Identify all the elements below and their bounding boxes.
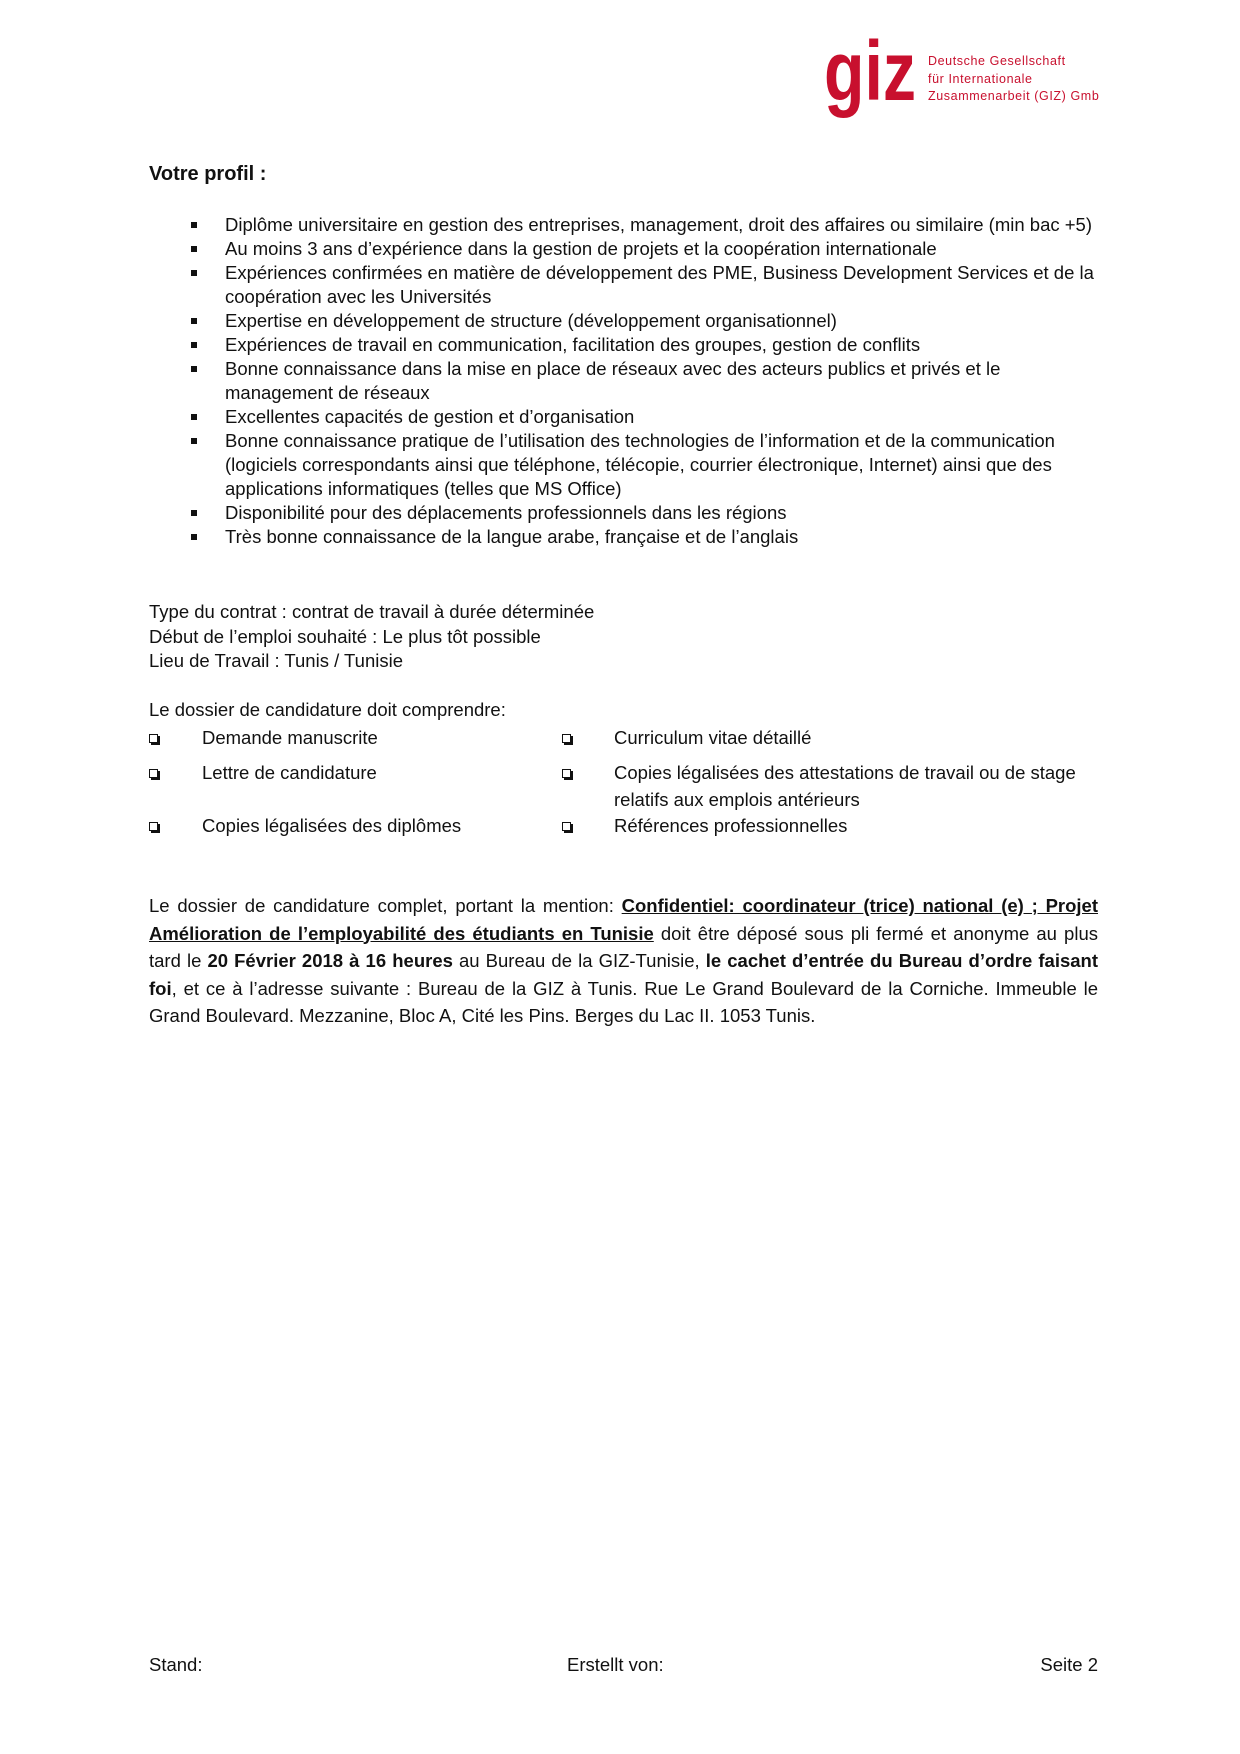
org-line: Deutsche Gesellschaft xyxy=(928,54,1066,68)
checkbox-icon xyxy=(149,734,158,743)
checklist-item-text: Copies légalisées des attestations de travail ou de stage relatifs aux emplois antérieurs xyxy=(614,762,1076,810)
footer-stand: Stand: xyxy=(149,1654,203,1675)
list-item xyxy=(149,357,1098,405)
submission-address: , et ce à l’adresse suivante : Bureau de la GIZ à Tunis. Rue Le Grand Boulevard de la Corniche. Immeuble le Grand Boulevard. Mezzanine, Bloc A, Cité les Pins. Berges du Lac II. 1053 Tunis. xyxy=(149,977,1098,1026)
checklist-item-text: Références professionnelles xyxy=(614,815,848,836)
dossier-checklist xyxy=(149,726,1098,842)
checklist-row xyxy=(149,759,1098,814)
page-footer xyxy=(0,1653,1240,1677)
profile-heading: Votre profil : xyxy=(149,163,267,185)
contract-start: Début de l’emploi souhaité : Le plus tôt possible xyxy=(149,625,541,647)
checklist-item-text: Curriculum vitae détaillé xyxy=(614,727,812,748)
list-item xyxy=(149,525,1098,549)
list-item xyxy=(149,429,1098,501)
list-item-text: Diplôme universitaire en gestion des entreprises, management, droit des affaires ou similaire (min bac +5) xyxy=(225,214,1093,235)
bullet-marker xyxy=(191,414,197,420)
list-item-text: Au moins 3 ans d’expérience dans la gestion de projets et la coopération internationale xyxy=(225,238,937,259)
checkbox-icon xyxy=(562,769,571,778)
bullet-marker xyxy=(191,510,197,516)
list-item-text: Expériences de travail en communication, facilitation des groupes, gestion de conflits xyxy=(225,334,921,355)
contract-type: Type du contrat : contrat de travail à durée déterminée xyxy=(149,601,595,622)
contract-details xyxy=(149,600,594,674)
list-item xyxy=(149,261,1098,309)
bullet-marker xyxy=(191,270,197,276)
submission-lead: Le dossier de candidature complet, portant la mention: xyxy=(149,895,622,916)
contract-location: Lieu de Travail : Tunis / Tunisie xyxy=(149,650,403,671)
checklist-item-text: Demande manuscrite xyxy=(202,727,378,748)
bullet-marker xyxy=(191,246,197,252)
checklist-row xyxy=(149,726,1098,759)
footer-page-number: Seite 2 xyxy=(1040,1654,1098,1675)
submission-paragraph xyxy=(149,892,1098,1030)
bullet-marker xyxy=(191,318,197,324)
checkbox-icon xyxy=(562,822,571,831)
giz-logo xyxy=(820,24,920,124)
dossier-intro: Le dossier de candidature doit comprendre: xyxy=(149,699,506,720)
org-line: für Internationale xyxy=(928,71,1033,86)
list-item xyxy=(149,309,1098,333)
list-item-text: Expertise en développement de structure (développement organisationnel) xyxy=(225,310,837,331)
checkbox-icon xyxy=(149,769,158,778)
bullet-marker xyxy=(191,222,197,228)
submission-stamp-note: le cachet d’entrée du Bureau d’ordre faisant foi xyxy=(149,950,1099,999)
checklist-item-text: Copies légalisées des diplômes xyxy=(202,815,462,836)
logo-text: giz xyxy=(824,24,916,118)
org-line: Zusammenarbeit (GIZ) Gmb xyxy=(928,89,1100,103)
footer-created-by: Erstellt von: xyxy=(567,1654,664,1675)
list-item xyxy=(149,501,1098,525)
checklist-row xyxy=(149,814,1098,842)
submission-mention: Confidentiel: coordinateur (trice) national (e) ; Projet Amélioration de l’employabilité des étudiants en Tunisie xyxy=(149,895,1098,944)
list-item-text: Bonne connaissance dans la mise en place de réseaux avec des acteurs publics et privés et le management de réseaux xyxy=(225,358,1001,403)
checklist-item-text: Lettre de candidature xyxy=(202,762,377,783)
profile-list xyxy=(149,213,1098,549)
organization-name xyxy=(928,53,1099,106)
list-item xyxy=(149,213,1098,237)
bullet-marker xyxy=(191,534,197,540)
bullet-marker xyxy=(191,366,197,372)
checkbox-icon xyxy=(562,734,571,743)
list-item xyxy=(149,333,1098,357)
list-item-text: Très bonne connaissance de la langue arabe, française et de l’anglais xyxy=(225,526,799,547)
list-item-text: Disponibilité pour des déplacements professionnels dans les régions xyxy=(225,502,787,523)
list-item-text: Bonne connaissance pratique de l’utilisation des technologies de l’information et de la communication (logiciels correspondants ainsi que téléphone, télécopie, courrier électronique, Internet) ainsi que des applications informatiques (telles que MS Office) xyxy=(225,430,1055,499)
bullet-marker xyxy=(191,438,197,444)
list-item xyxy=(149,237,1098,261)
submission-text: au Bureau de la GIZ-Tunisie, xyxy=(452,950,706,971)
submission-deadline: 20 Février 2018 à 16 heures xyxy=(207,950,453,971)
list-item xyxy=(149,405,1098,429)
submission-text: doit être déposé sous pli fermé et anonyme au plus tard le xyxy=(149,922,1098,971)
bullet-marker xyxy=(191,342,197,348)
list-item-text: Excellentes capacités de gestion et d’organisation xyxy=(225,406,635,427)
list-item-text: Expériences confirmées en matière de développement des PME, Business Development Services et de la coopération avec les Universités xyxy=(225,262,1094,307)
checkbox-icon xyxy=(149,822,158,831)
